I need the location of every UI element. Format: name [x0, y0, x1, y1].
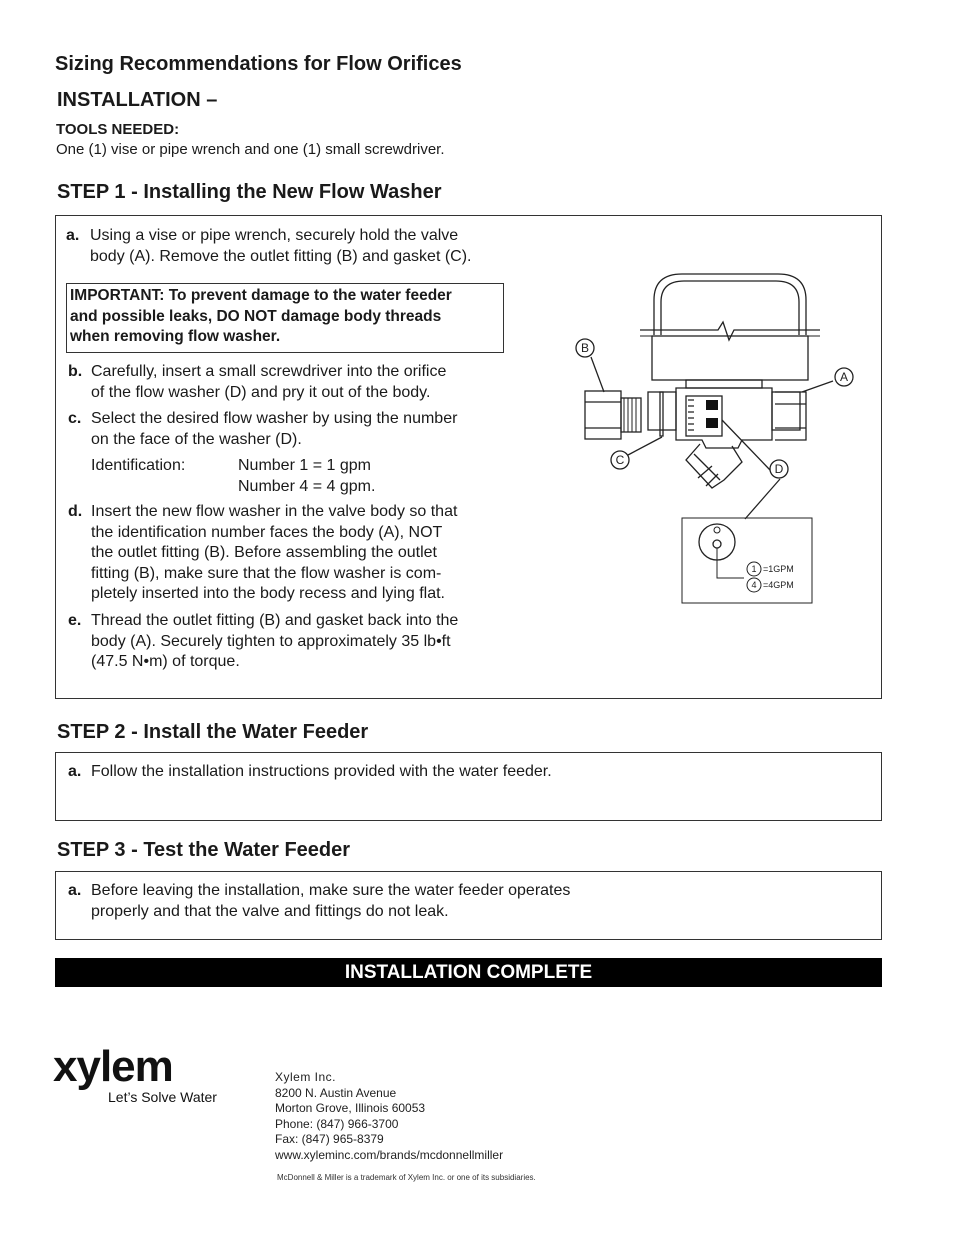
- item-line: the outlet fitting (B). Before assembling the outlet: [91, 544, 437, 561]
- address-line: Fax: (847) 965-8379: [275, 1132, 384, 1147]
- identification-label: Identification:: [91, 457, 186, 474]
- legend-4-text: =4GPM: [763, 580, 794, 590]
- identification-value: Number 1 = 1 gpm: [238, 457, 371, 474]
- item-line: Insert the new flow washer in the valve body so that: [91, 503, 458, 520]
- leader-c: [628, 437, 662, 455]
- address-line: Morton Grove, Illinois 60053: [275, 1101, 426, 1116]
- installation-complete-banner: INSTALLATION COMPLETE: [55, 958, 882, 987]
- xylem-logo: xylem: [53, 1042, 173, 1091]
- item-line: Thread the outlet fitting (B) and gasket back into the: [91, 612, 459, 629]
- leader-d: [722, 420, 770, 470]
- important-notice: [66, 283, 504, 353]
- legend-1-text: =1GPM: [763, 564, 794, 574]
- callout-c-text: C: [615, 453, 625, 467]
- identification-value: Number 4 = 4 gpm.: [238, 478, 376, 495]
- step1-heading: STEP 1 - Installing the New Flow Washer: [57, 181, 442, 203]
- leader-b: [591, 357, 604, 392]
- washer-detail-box: [682, 518, 812, 603]
- logo-tagline: Let’s Solve Water: [108, 1089, 217, 1105]
- valve-handle-inner: [661, 281, 799, 335]
- item-line: Select the desired flow washer by using the number: [91, 410, 458, 427]
- item-line: Using a vise or pipe wrench, securely hold the valve: [90, 227, 459, 244]
- valve-bonnet: [652, 336, 808, 380]
- tools-needed-label: TOOLS NEEDED:: [56, 121, 180, 138]
- item-label: a.: [68, 882, 82, 899]
- valve-handle-outline: [654, 274, 806, 335]
- trademark-notice: McDonnell & Miller is a trademark of Xylem Inc. or one of its subsidiaries.: [277, 1173, 536, 1182]
- item-line: body (A). Securely tighten to approximately 35 lb•ft: [91, 632, 451, 650]
- callout-a-text: A: [839, 370, 849, 384]
- item-line: body (A). Remove the outlet fitting (B) and gasket (C).: [90, 247, 472, 265]
- callout-b-text: B: [580, 341, 590, 355]
- important-line: and possible leaks, DO NOT damage body threads: [70, 307, 442, 325]
- item-label: b.: [68, 363, 83, 380]
- item-label: a.: [68, 763, 82, 780]
- tools-needed-text: One (1) vise or pipe wrench and one (1) small screwdriver.: [56, 141, 445, 158]
- item-line: on the face of the washer (D).: [91, 430, 302, 448]
- leader-a: [802, 381, 833, 392]
- section-heading: INSTALLATION –: [57, 89, 218, 111]
- item-label: d.: [68, 503, 83, 520]
- break-line: [640, 322, 820, 340]
- address-line: Xylem Inc.: [275, 1070, 337, 1084]
- item-line: (47.5 N•m) of torque.: [91, 653, 240, 670]
- callout-d-text: D: [774, 462, 784, 476]
- item-line: the identification number faces the body (A), NOT: [91, 523, 443, 541]
- flow-washer-top: [706, 400, 718, 410]
- item-line: properly and that the valve and fittings do not leak.: [91, 902, 449, 920]
- item-line: of the flow washer (D) and pry it out of the body.: [91, 383, 431, 401]
- step3-heading: STEP 3 - Test the Water Feeder: [57, 839, 351, 861]
- important-line: when removing flow washer.: [70, 328, 281, 345]
- item-line: Before leaving the installation, make sure the water feeder operates: [91, 882, 571, 899]
- item-label: c.: [68, 410, 82, 427]
- item-label: e.: [68, 612, 82, 629]
- item-line: fitting (B), make sure that the flow washer is com-: [91, 564, 442, 582]
- outlet-fitting: [585, 391, 621, 439]
- item-line: Carefully, insert a small screwdriver into the orifice: [91, 363, 447, 380]
- company-address: [275, 1070, 503, 1164]
- valve-diagram: [570, 265, 870, 615]
- item-label: a.: [66, 227, 80, 244]
- item-line: pletely inserted into the body recess and lying flat.: [91, 585, 445, 602]
- page-title: Sizing Recommendations for Flow Orifices: [55, 53, 462, 75]
- leader-d-detail: [745, 479, 780, 519]
- important-line: IMPORTANT: To prevent damage to the water feeder: [70, 287, 452, 304]
- legend-1-num: 1: [751, 564, 757, 574]
- step2-heading: STEP 2 - Install the Water Feeder: [57, 721, 369, 743]
- address-line: 8200 N. Austin Avenue: [275, 1085, 397, 1100]
- address-line: Phone: (847) 966-3700: [275, 1116, 399, 1131]
- legend-4-num: 4: [751, 580, 757, 590]
- website-link[interactable]: www.xyleminc.com/brands/mcdonnellmiller: [275, 1147, 504, 1162]
- flow-washer-bottom: [706, 418, 718, 428]
- item-line: Follow the installation instructions provided with the water feeder.: [91, 763, 552, 780]
- identification-values: [238, 455, 375, 497]
